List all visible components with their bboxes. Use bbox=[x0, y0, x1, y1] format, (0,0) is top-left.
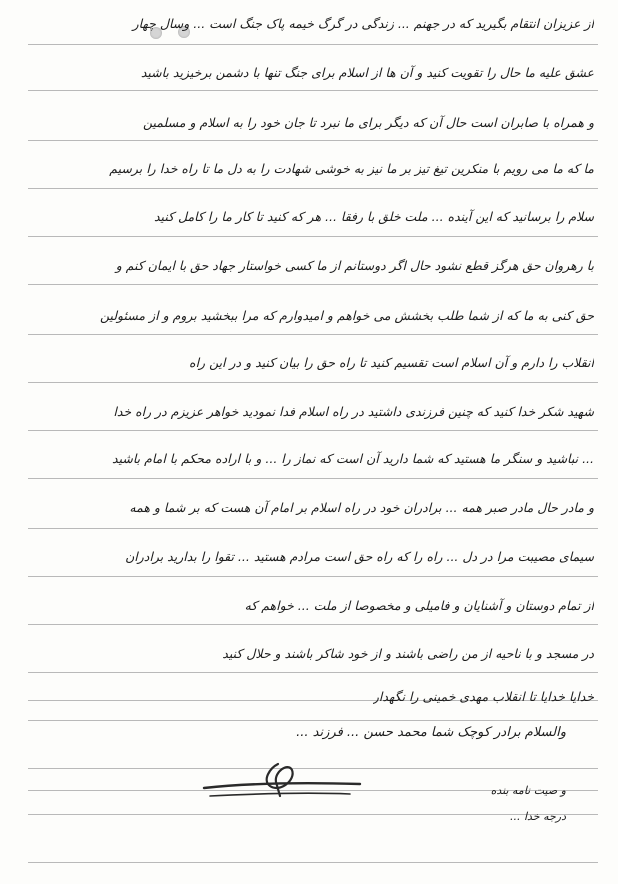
ruled-line bbox=[28, 576, 598, 577]
letter-line: سلام را برسانید که این آینده ... ملت خلق با رفقا ... هر که کنید تا کار ما را کامل کنید bbox=[153, 209, 594, 224]
ruled-line bbox=[28, 44, 598, 45]
ruled-line bbox=[28, 334, 598, 335]
ruled-line bbox=[28, 236, 598, 237]
letter-line: حق کنی به ما که از شما طلب بخشش می خواهم و امیدوارم که مرا ببخشید بروم و از مسئولین bbox=[99, 308, 594, 323]
letter-line: از تمام دوستان و آشنایان و فامیلی و مخصوصا از ملت ... خواهم که bbox=[244, 598, 594, 613]
ruled-line bbox=[28, 188, 598, 189]
ruled-line bbox=[28, 430, 598, 431]
ruled-line bbox=[28, 478, 598, 479]
letter-line: عشق علیه ما حال را تقویت کنید و آن ها از اسلام برای جنگ تنها با دشمن برخیزید باشید bbox=[140, 65, 594, 80]
ruled-line bbox=[28, 528, 598, 529]
ruled-line bbox=[28, 140, 598, 141]
footnote-caption: درجه خدا ... bbox=[509, 810, 566, 823]
letter-line: خدایا خدایا تا انقلاب مهدی خمینی را نگهدار bbox=[372, 689, 594, 704]
ruled-line bbox=[28, 624, 598, 625]
ruled-line bbox=[28, 720, 598, 721]
letter-line: با رهروان حق هرگز قطع نشود حال اگر دوستانم از ما کسی خواستار جهاد حق با ایمان کنم و bbox=[115, 258, 594, 273]
letter-line: از عزیزان انتقام بگیرید که در جهنم ... زندگی در گرگ خیمه پاک جنگ است ... وسال چهار bbox=[132, 16, 594, 31]
letter-line: شهید شکر خدا کنید که چنین فرزندی داشتید در راه اسلام فدا نمودید خواهر عزیزم در راه خدا bbox=[113, 404, 594, 419]
ruled-line bbox=[28, 382, 598, 383]
letter-line: سیمای مصیبت مرا در دل ... راه را که راه حق است مرادم هستید ... تقوا را بدارید برادران bbox=[125, 549, 594, 564]
letter-line: و همراه با صابران است حال آن که دیگر برای ما نبرد تا جان خود را به اسلام و مسلمین bbox=[143, 115, 594, 130]
letter-line: ... نباشید و سنگر ما هستید که شما دارید آن است که نماز را ... و با اراده محکم با امام باشید bbox=[112, 451, 594, 466]
letter-line: در مسجد و با ناحیه از من راضی باشند و از خود شاکر باشند و حلال کنید bbox=[222, 646, 594, 661]
handwritten-signature bbox=[200, 758, 370, 810]
ruled-line bbox=[28, 672, 598, 673]
ruled-line bbox=[28, 90, 598, 91]
signature-block bbox=[40, 722, 588, 832]
ruled-line bbox=[28, 862, 598, 863]
letter-line: انقلاب را دارم و آن اسلام است تقسیم کنید تا راه حق را بیان کنید و در این راه bbox=[189, 355, 594, 370]
ruled-line bbox=[28, 284, 598, 285]
footnote-will: و صیت نامه بنده bbox=[490, 784, 566, 797]
letter-line: و مادر حال مادر صبر همه ... برادران خود در راه اسلام بر امام آن هست که بر شما و همه bbox=[129, 500, 594, 515]
closing-line: والسلام برادر کوچک شما محمد حسن ... فرزند ... bbox=[296, 725, 566, 740]
letter-line: ما که ما می رویم با منکرین تیغ تیز بر ما نیز به خوشی شهادت را به دل ما تا راه خدا را برسیم bbox=[109, 161, 594, 176]
